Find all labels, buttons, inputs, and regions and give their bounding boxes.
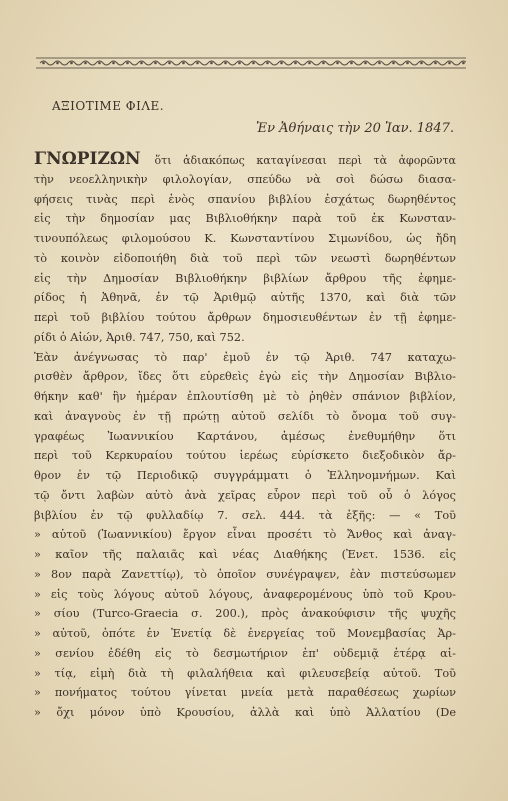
text-line xyxy=(34,190,456,210)
line-text: ρισθὲν ἄρθρον, ἴδες ὅτι εὑρεθεὶς ἐγὼ εἰς τὴν Δημοσίαν Βιβλιο- xyxy=(34,370,456,384)
text-line xyxy=(34,387,456,407)
text-line xyxy=(34,545,456,565)
line-text: » αὐτοῦ (Ἰωαννικίου) ἔργον εἶναι προσέτι τὸ Ἄνθος καὶ ἀναγ- xyxy=(34,528,456,542)
text-line xyxy=(34,565,456,585)
line-text: φήσεις τινὰς περὶ ἑνὸς σπανίου βιβλίου ἐσχάτως δωρηθέντος xyxy=(34,192,456,206)
line-text: θήκην καθ' ἣν ἡμέραν ἐπλουτίσθη μὲ τὸ ῥηθὲν σπάνιον βιβλίον, xyxy=(34,390,456,403)
line-text: ρίδι ὁ Αἰών, Ἀριθ. 747, 750, καὶ 752. xyxy=(34,330,245,344)
line-text: » σενίου ἐδέθη εἰς τὸ δεσμωτήριον ἐπ' οὐδεμιᾷ ἑτέρᾳ αἰ- xyxy=(34,646,456,660)
text-line xyxy=(34,506,456,526)
line-text: περὶ τοῦ Κερκυραίου τούτου ἱερέως εὑρίσκετο διεξοδικὸν ἄρ- xyxy=(34,449,456,463)
text-line xyxy=(34,664,456,684)
text-line xyxy=(34,229,456,249)
line-text: » αὐτοῦ, ὁπότε ἐν Ἐνετίᾳ δὲ ἐνεργείας τοῦ Μονεμβασίας Ἀρ- xyxy=(34,627,456,640)
line-text: » τίᾳ, εἰμὴ διὰ τὴ φιλαλήθεια καὶ φιλευσεβείᾳ αὐτοῦ. Τοῦ xyxy=(34,666,456,680)
line-text: » πονήματος τούτου γίνεται μνεία μετὰ παραθέσεως χωρίων xyxy=(34,686,456,700)
text-line xyxy=(34,486,456,506)
line-text: » εἰς τοὺς λόγους αὐτοῦ λόγους, ἀναφερομένους ὑπὸ τοῦ Κρου- xyxy=(34,587,456,601)
text-line xyxy=(34,466,456,486)
text-line xyxy=(34,308,456,328)
letter-body xyxy=(34,150,456,723)
salutation-heading: ΑΞΙΟΤΙΜΕ ΦΙΛΕ. xyxy=(52,99,165,113)
text-line xyxy=(34,585,456,605)
dateline: Ἐν Ἀθήναις τὴν 20 Ἰαν. 1847. xyxy=(256,121,454,136)
line-text: θρον ἐν τῷ Περιοδικῷ συγγράμματι ὁ Ἑλληνομνήμων. Καὶ xyxy=(34,469,456,482)
line-text: εἰς τὴν Δημοσίαν Βιβλιοθήκην βιβλίων ἄρθρου τῆς ἐφημε- xyxy=(34,271,456,285)
text-line xyxy=(34,446,456,466)
text-line xyxy=(34,348,456,368)
line-text: τῷ ὄντι λαβὼν αὐτὸ ἀνὰ χεῖρας εὗρον περὶ τοῦ οὗ ὁ λόγος xyxy=(34,488,456,502)
line-text: τινουπόλεως φιλομούσου Κ. Κωνσταντίνου Σιμωνίδου, ὡς ἤδη xyxy=(34,232,456,245)
line-text: τὴν νεοελληνικὴν φιλολογίαν, σπεύδω νὰ σοὶ δώσω διασα- xyxy=(34,172,456,186)
text-line xyxy=(34,644,456,664)
line-text: ὅτι ἀδιακόπως καταγίνεσαι περὶ τὰ ἀφορῶντα xyxy=(154,154,456,167)
text-line xyxy=(34,209,456,229)
line-text: εἰς τὴν δημοσίαν μας Βιβλιοθήκην παρὰ τοῦ ἐκ Κωνσταν- xyxy=(34,212,456,226)
text-line xyxy=(34,427,456,447)
text-line xyxy=(34,170,456,190)
line-text: Ἐὰν ἀνέγνωσας τὸ παρ' ἐμοῦ ἐν τῷ Ἀριθ. 747 καταχω- xyxy=(34,350,456,364)
line-text: ρίδος ἡ Ἀθηνᾶ, ἐν τῷ Ἀριθμῷ αὐτῆς 1370, καὶ διὰ τῶν xyxy=(34,291,456,305)
line-text: » σίου (Turco-Graecia σ. 200.), πρὸς ἀνακούφισιν τῆς ψυχῆς xyxy=(34,607,456,621)
line-text: » 8ον παρὰ Ζανεττίῳ), τὸ ὁποῖον συνέγραψεν, ἐὰν πιστεύσωμεν xyxy=(34,567,456,581)
opening-word: ΓΝΩΡΙΖΩΝ xyxy=(34,150,155,169)
text-line xyxy=(34,604,456,624)
text-line xyxy=(34,703,456,723)
text-line xyxy=(34,249,456,269)
line-text: καὶ ἀναγνοὺς ἐν τῇ πρώτῃ αὐτοῦ σελίδι τὸ ὄνομα τοῦ συγ- xyxy=(34,409,456,423)
line-text: περὶ τοῦ βιβλίου τούτου ἄρθρων δημοσιευθέντων ἐν τῇ ἐφημε- xyxy=(34,311,456,324)
text-line xyxy=(34,288,456,308)
text-line xyxy=(34,269,456,289)
text-line xyxy=(34,407,456,427)
text-line xyxy=(34,624,456,644)
line-text: γραφέως Ἰωαννικίου Καρτάνου, ἀμέσως ἐνεθυμήθην ὅτι xyxy=(34,429,456,443)
line-text: » ὄχι μόνον ὑπὸ Κρουσίου, ἀλλὰ καὶ ὑπὸ Ἀλλατίου (De xyxy=(34,706,456,719)
text-line xyxy=(34,328,456,348)
text-line xyxy=(34,525,456,545)
text-line xyxy=(34,150,456,170)
line-text: τὸ κοινὸν εἰδοποιήθη διὰ τοῦ περὶ τῶν νεωστὶ δωρηθέντων xyxy=(34,251,456,265)
ornamental-border xyxy=(36,57,466,69)
text-line xyxy=(34,367,456,387)
text-line xyxy=(34,683,456,703)
line-text: » καῖον τῆς παλαιᾶς καὶ νέας Διαθήκης (Ἐνετ. 1536. εἰς xyxy=(34,548,456,561)
line-text: βιβλίου ἐν τῷ φυλλαδίῳ 7. σελ. 444. τὰ ἑξῆς: — « Τοῦ xyxy=(34,508,456,522)
